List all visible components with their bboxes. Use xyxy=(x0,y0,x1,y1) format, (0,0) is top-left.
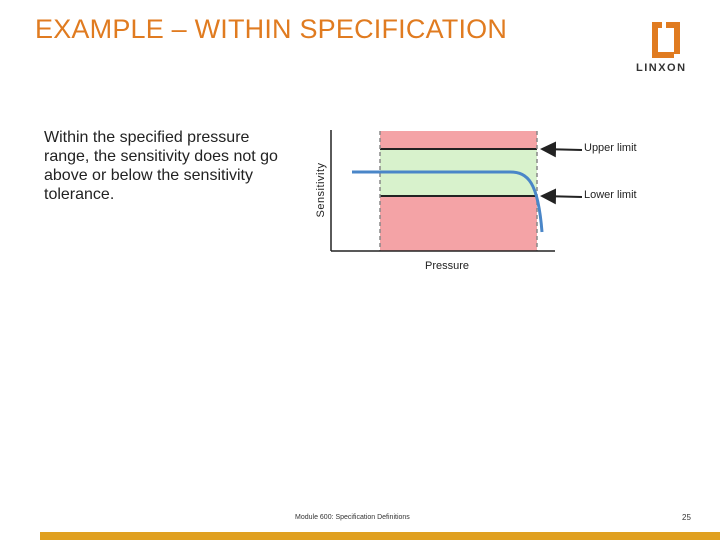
lower-out-of-tolerance-zone xyxy=(380,196,537,251)
logo-corner-shape xyxy=(666,22,680,54)
body-text: Within the specified pressure range, the sensitivity does not go above or below the sensitivity tolerance. xyxy=(44,129,278,203)
bottom-accent-bar xyxy=(40,532,720,540)
upper-limit-label: Upper limit xyxy=(584,142,637,154)
sensitivity-diagram xyxy=(300,120,680,280)
footer-text: Module 600: Specification Definitions xyxy=(295,514,410,521)
page-number: 25 xyxy=(682,513,691,522)
lower-limit-arrow xyxy=(542,196,582,197)
x-axis-label: Pressure xyxy=(424,260,470,272)
y-axis-label: Sensitivity xyxy=(315,162,327,218)
logo-wordmark: LINXON xyxy=(636,62,687,74)
upper-out-of-tolerance-zone xyxy=(380,131,537,149)
lower-limit-label: Lower limit xyxy=(584,189,637,201)
slide-title: EXAMPLE – WITHIN SPECIFICATION xyxy=(35,14,508,44)
upper-limit-arrow xyxy=(542,149,582,150)
